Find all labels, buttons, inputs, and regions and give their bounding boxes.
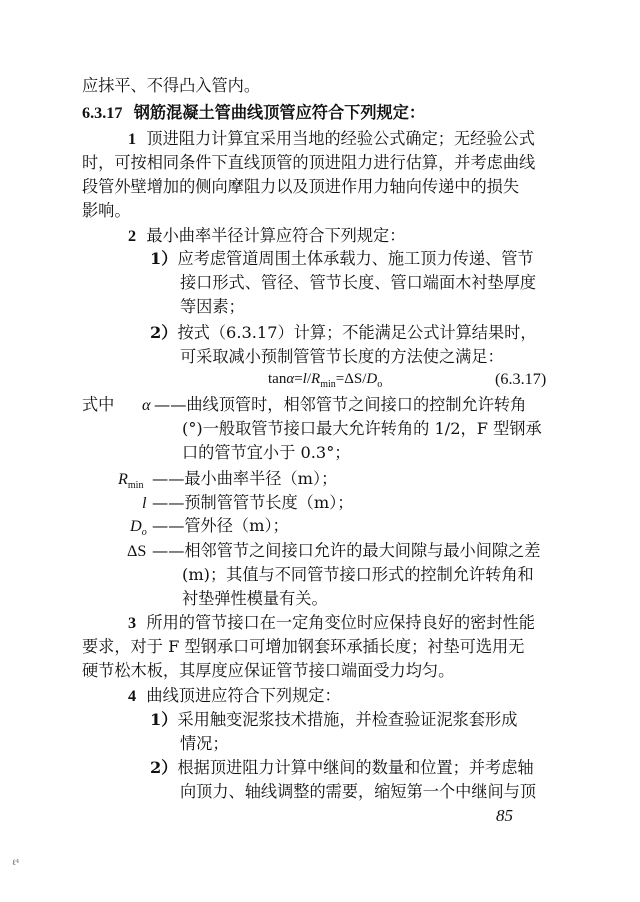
formula-number: (6.3.17): [495, 370, 547, 388]
definition-delta-s-line-1: ——相邻管节之间接口允许的最大间隙与最小间隙之差: [152, 541, 541, 560]
item-text: 曲线顶进应符合下列规定：: [146, 686, 341, 705]
item-number: 3: [128, 614, 137, 632]
symbol-alpha: α: [142, 396, 151, 414]
text-line: 段管外壁增加的侧向摩阻力以及顶进作用力轴向传递中的损失: [82, 177, 520, 196]
subitem-1-line-1: [150, 247, 534, 271]
item-4-line-1: [128, 684, 341, 708]
symbol-l: l: [142, 494, 147, 512]
text-line: 向顶力、轴线调整的需要，缩短第一个中继间与顶: [180, 782, 537, 801]
definition-do: ——管外径（m）；: [152, 516, 289, 535]
subitem-number: 1）: [150, 249, 178, 268]
definition-delta-s-line-3: 衬垫弹性模量有关。: [182, 589, 328, 608]
definition-delta-s-line-2: (m)；其值与不同管节接口形式的控制允许转角和: [182, 565, 534, 584]
item-text: 顶进阻力计算宜采用当地的经验公式确定；无经验公式: [146, 129, 535, 148]
subitem-text: 按式（6.3.17）计算；不能满足公式计算结果时，: [177, 323, 537, 342]
symbol-do: $D_o$: [130, 517, 147, 539]
subitem-number: 2）: [150, 323, 178, 342]
subitem-text: 采用触变泥浆技术措施，并检查验证泥浆套形成: [177, 710, 518, 729]
definition-rmin: ——最小曲率半径（m）；: [152, 469, 338, 488]
where-label: 式中: [82, 395, 115, 414]
section-heading: [82, 101, 425, 125]
symbol-rmin: $R_{min}$: [118, 470, 144, 492]
item-text: 所用的管节接口在一定角变位时应保持良好的密封性能: [146, 613, 535, 632]
subitem-number: 2）: [150, 758, 178, 777]
subitem-2-line-1: [150, 756, 534, 780]
text-line: 等因素；: [180, 297, 245, 316]
subitem-2-line-1: [150, 321, 537, 345]
text-line: 时，可按相同条件下直线顶管的顶进阻力进行估算，并考虑曲线: [82, 153, 536, 172]
text-line: 硬节松木板，其厚度应保证管节接口端面受力均匀。: [82, 661, 455, 680]
text-line: 可采取减小预制管管节长度的方法使之满足：: [180, 347, 504, 366]
item-3-line-1: [128, 611, 535, 635]
text-line: 要求，对于 F 型钢承口可增加钢套环承插长度；衬垫可选用无: [82, 637, 525, 656]
section-number: 6.3.17: [82, 104, 123, 122]
page-number: 85: [496, 806, 513, 825]
item-text: 最小曲率半径计算应符合下列规定：: [146, 226, 406, 245]
subitem-text: 应考虑管道周围土体承载力、施工顶力传递、管节: [177, 249, 534, 268]
section-title: 钢筋混凝土管曲线顶管应符合下列规定：: [133, 103, 426, 122]
text-line: 情况；: [180, 734, 229, 753]
definition-alpha-line-1: ——曲线顶管时，相邻管节之间接口的控制允许转角: [154, 395, 527, 414]
symbol-delta-s: ΔS: [127, 542, 147, 560]
subitem-1-line-1: [150, 708, 517, 732]
item-number: 2: [128, 227, 137, 245]
definition-alpha-line-2: (°)一般取管节接口最大允许转角的 1/2，F 型钢承: [182, 419, 542, 438]
item-number: 1: [128, 130, 137, 148]
text-line: 接口形式、管径、管节长度、管口端面木衬垫厚度: [180, 273, 537, 292]
item-2-line-1: [128, 224, 405, 248]
definition-alpha-line-3: 口的管节宜小于 0.3°；: [182, 443, 351, 462]
subitem-text: 根据顶进阻力计算中继间的数量和位置；并考虑轴: [177, 758, 534, 777]
text-line: 应抹平、不得凸入管内。: [82, 76, 261, 95]
subitem-number: 1）: [150, 710, 178, 729]
formula: $\tan\alpha=l/R_{min}=\Delta S/D_o$: [268, 371, 383, 390]
item-number: 4: [128, 687, 137, 705]
item-1-line-1: [128, 127, 568, 151]
definition-l: ——预制管管节长度（m）；: [152, 493, 354, 512]
corner-mark: ℓ⁴: [12, 858, 20, 867]
text-line: 影响。: [82, 201, 131, 220]
